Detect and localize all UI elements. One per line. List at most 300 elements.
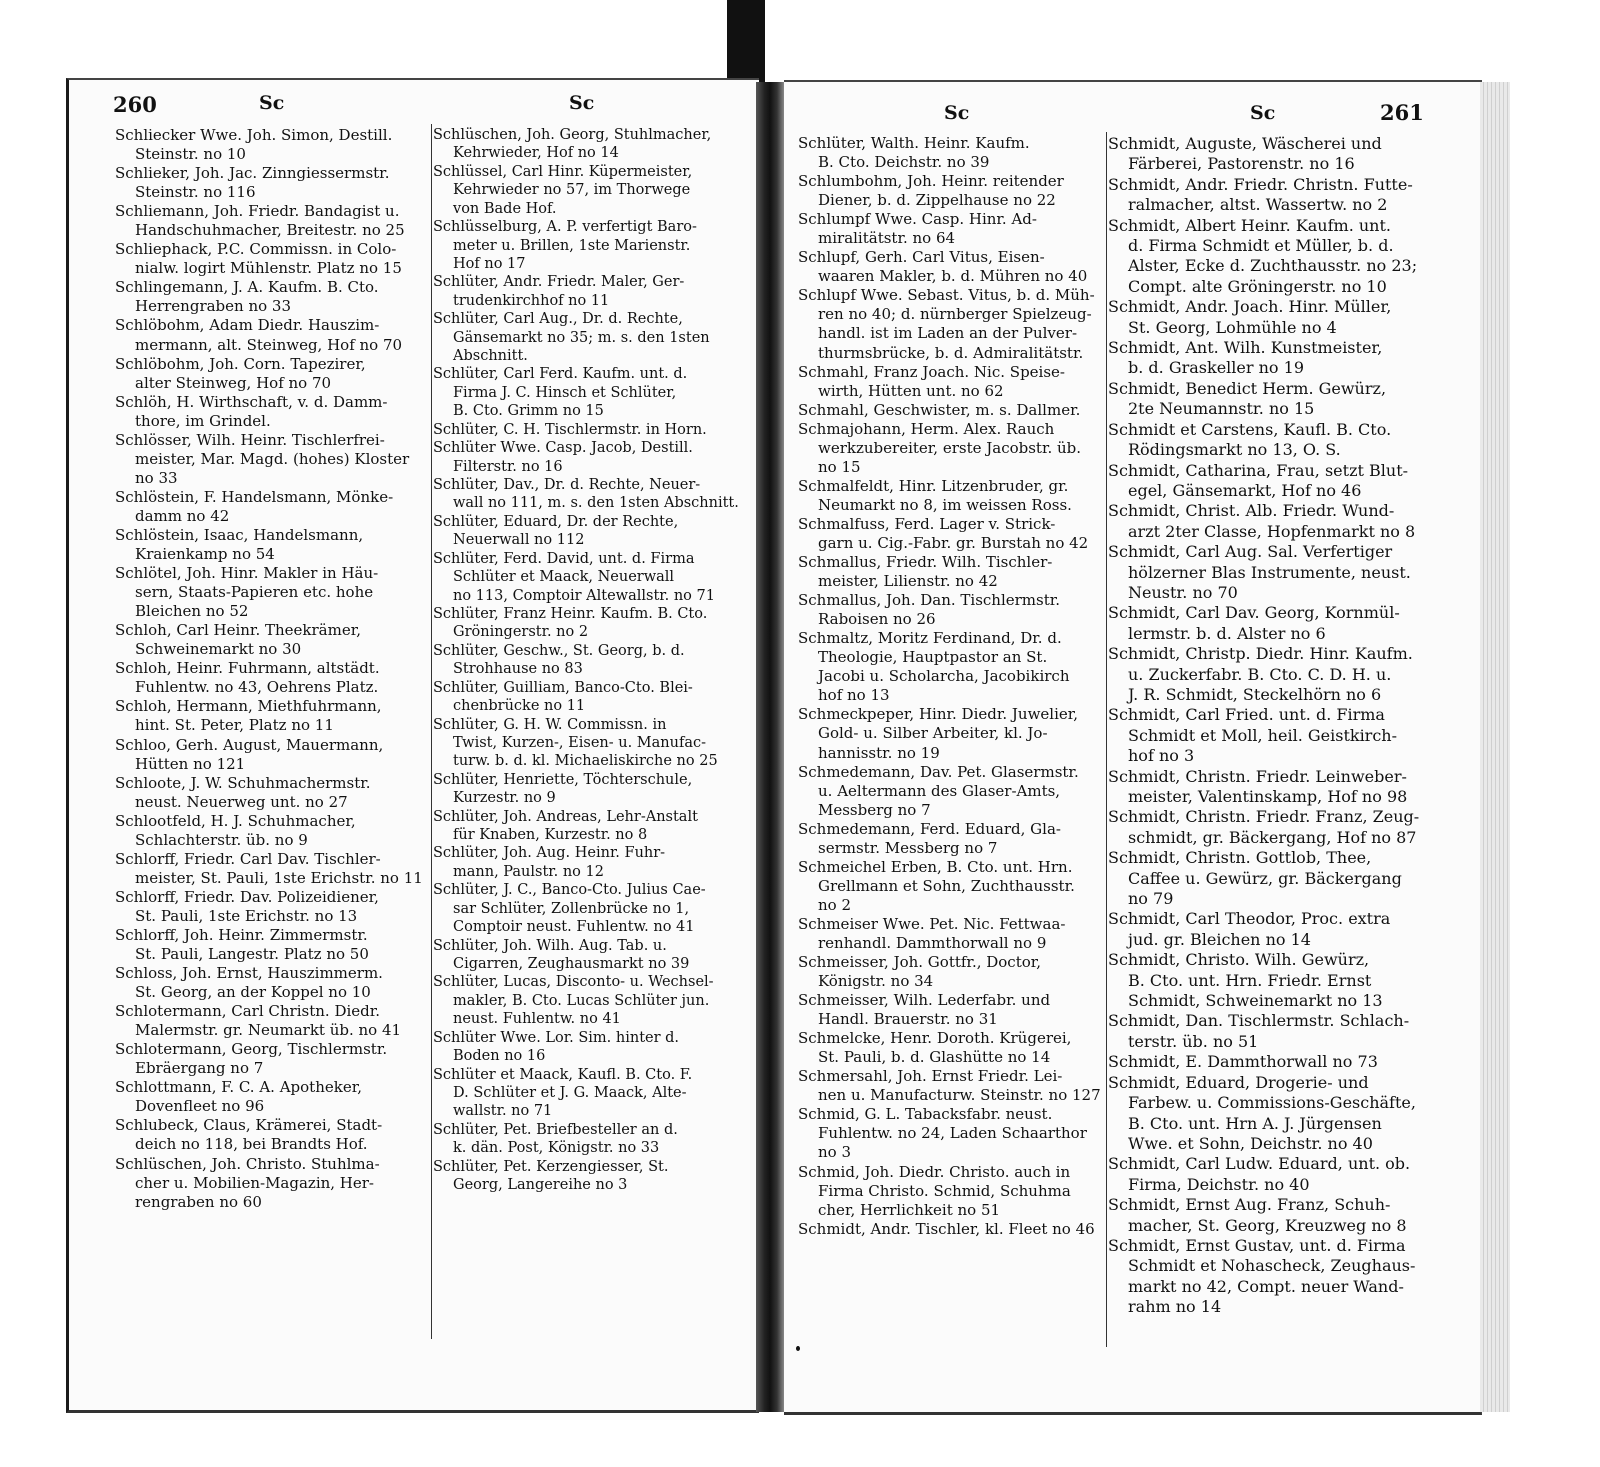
left-page <box>66 78 759 1413</box>
entry-name-line: Schlootfeld, H. J. Schuhmacher, <box>115 811 356 830</box>
entry-name-line: Schmid, Joh. Diedr. Christo. auch in <box>798 1162 1071 1181</box>
entry-name-line: Schlöh, H. Wirthschaft, v. d. Damm- <box>115 392 388 411</box>
directory-entry <box>1108 501 1420 542</box>
directory-entry <box>1108 1236 1420 1318</box>
entry-name-line: Schlüter, Pet. Briefbesteller an d. <box>433 1121 678 1138</box>
entry-continuation-line: Kurzestr. no 9 <box>453 790 556 807</box>
directory-entry <box>433 1158 747 1195</box>
directory-entry <box>433 1029 747 1066</box>
entry-continuation-line: Schlachterstr. üb. no 9 <box>135 830 308 849</box>
entry-continuation-line: Firma J. C. Hinsch et Schlüter, <box>453 384 677 401</box>
entry-name-line: Schlüter, Joh. Wilh. Aug. Tab. u. <box>433 937 667 954</box>
entry-continuation-line: Kraienkamp no 54 <box>135 545 275 564</box>
directory-entry <box>433 1066 747 1121</box>
entry-continuation-line: cher u. Mobilien-Magazin, Her- <box>135 1173 375 1192</box>
entry-continuation-line: waaren Makler, b. d. Mühren no 40 <box>818 267 1088 286</box>
directory-entry <box>1108 297 1420 338</box>
entry-continuation-line: arzt 2ter Classe, Hopfenmarkt no 8 <box>1128 521 1416 541</box>
entry-name-line: Schloo, Gerh. August, Mauermann, <box>115 735 384 754</box>
directory-entry <box>115 431 425 488</box>
entry-continuation-line: Gold- u. Silber Arbeiter, kl. Jo- <box>818 724 1048 743</box>
entry-name-line: Schlüter, Guilliam, Banco-Cto. Blei- <box>433 679 693 696</box>
right-page-column-1 <box>798 134 1104 1239</box>
directory-entry <box>115 126 425 164</box>
entry-name-line: Schmelcke, Henr. Doroth. Krügerei, <box>798 1029 1072 1048</box>
entry-continuation-line: Färberei, Pastorenstr. no 16 <box>1128 154 1355 174</box>
directory-entry <box>433 476 747 513</box>
entry-continuation-line: St. Pauli, b. d. Glashütte no 14 <box>818 1048 1051 1067</box>
directory-entry <box>115 1116 425 1154</box>
entry-name-line: Schlöstein, Isaac, Handelsmann, <box>115 525 364 544</box>
entry-continuation-line: ren no 40; d. nürnberger Spielzeug- <box>818 305 1092 324</box>
directory-entry <box>433 1121 747 1158</box>
entry-continuation-line: Bleichen no 52 <box>135 602 249 621</box>
directory-entry <box>115 526 425 564</box>
entry-continuation-line: Strohhause no 83 <box>453 661 583 678</box>
directory-entry <box>798 1105 1104 1162</box>
entry-continuation-line: Schmidt et Nohascheck, Zeughaus- <box>1128 1256 1416 1276</box>
entry-continuation-line: nialw. logirt Mühlenstr. Platz no 15 <box>135 259 402 278</box>
entry-name-line: Schmidt, Andr. Tischler, kl. Fleet no 46 <box>798 1219 1095 1238</box>
directory-entry <box>115 355 425 393</box>
directory-entry <box>1108 950 1420 1011</box>
directory-entry <box>1108 909 1420 950</box>
entry-name-line: Schmahl, Geschwister, m. s. Dallmer. <box>798 400 1081 419</box>
directory-entry <box>1108 461 1420 502</box>
entry-continuation-line: Kehrwieder no 57, im Thorwege <box>453 182 691 199</box>
directory-entry <box>798 705 1104 762</box>
entry-continuation-line: Malermstr. gr. Neumarkt üb. no 41 <box>135 1021 402 1040</box>
entry-name-line: Schmid, G. L. Tabacksfabr. neust. <box>798 1105 1053 1124</box>
directory-entry <box>798 763 1104 820</box>
entry-continuation-line: neust. Fuhlentw. no 41 <box>453 1011 621 1028</box>
entry-name-line: Schloote, J. W. Schuhmachermstr. <box>115 773 371 792</box>
entry-name-line: Schlösser, Wilh. Heinr. Tischlerfrei- <box>115 430 385 449</box>
entry-continuation-line: neust. Neuerweg unt. no 27 <box>135 792 348 811</box>
entry-name-line: Schliemann, Joh. Friedr. Bandagist u. <box>115 202 400 221</box>
entry-name-line: Schmaltz, Moritz Ferdinand, Dr. d. <box>798 629 1062 648</box>
entry-name-line: Schlorff, Joh. Heinr. Zimmermstr. <box>115 925 368 944</box>
entry-continuation-line: hölzerner Blas Instrumente, neust. <box>1128 562 1411 582</box>
entry-continuation-line: mann, Paulstr. no 12 <box>453 863 604 880</box>
entry-name-line: Schmidt, Benedict Herm. Gewürz, <box>1108 378 1387 398</box>
entry-continuation-line: mermann, alt. Steinweg, Hof no 70 <box>135 335 403 354</box>
entry-name-line: Schlupf, Gerh. Carl Vitus, Eisen- <box>798 248 1045 267</box>
entry-name-line: Schmallus, Friedr. Wilh. Tischler- <box>798 553 1053 572</box>
entry-name-line: Schmersahl, Joh. Ernst Friedr. Lei- <box>798 1067 1063 1086</box>
directory-entry <box>1108 1073 1420 1155</box>
entry-continuation-line: von Bade Hof. <box>453 200 557 217</box>
entry-name-line: Schlüter, Pet. Kerzengiesser, St. <box>433 1158 669 1175</box>
entry-continuation-line: meter u. Brillen, 1ste Marienstr. <box>453 237 691 254</box>
entry-continuation-line: St. Pauli, Langestr. Platz no 50 <box>135 945 369 964</box>
directory-entry <box>798 363 1104 401</box>
entry-continuation-line: Jacobi u. Scholarcha, Jacobikirch <box>818 667 1070 686</box>
entry-continuation-line: Steinstr. no 116 <box>135 183 256 202</box>
entry-continuation-line: Raboisen no 26 <box>818 610 936 629</box>
entry-continuation-line: no 113, Comptoir Altewallstr. no 71 <box>453 587 715 604</box>
entry-continuation-line: Schweinemarkt no 30 <box>135 640 302 659</box>
entry-name-line: Schlüter et Maack, Kaufl. B. Cto. F. <box>433 1066 693 1083</box>
entry-name-line: Schmidt, Christo. Wilh. Gewürz, <box>1108 950 1370 970</box>
entry-continuation-line: Compt. alte Gröningerstr. no 10 <box>1128 276 1387 296</box>
entry-continuation-line: Königstr. no 34 <box>818 972 934 991</box>
entry-name-line: Schlubeck, Claus, Krämerei, Stadt- <box>115 1116 383 1135</box>
entry-continuation-line: alter Steinweg, Hof no 70 <box>135 373 332 392</box>
entry-name-line: Schliephack, P.C. Commissn. in Colo- <box>115 240 397 259</box>
entry-continuation-line: hint. St. Peter, Platz no 11 <box>135 716 334 735</box>
directory-entry <box>433 844 747 881</box>
entry-name-line: Schlöbohm, Joh. Corn. Tapezirer, <box>115 354 366 373</box>
entry-continuation-line: rengraben no 60 <box>135 1192 262 1211</box>
entry-name-line: Schlüter, Eduard, Dr. der Rechte, <box>433 513 679 530</box>
entry-name-line: Schmajohann, Herm. Alex. Rauch <box>798 419 1055 438</box>
directory-entry <box>1108 1052 1420 1072</box>
directory-entry <box>1108 379 1420 420</box>
entry-name-line: Schlüssel, Carl Hinr. Küpermeister, <box>433 163 693 180</box>
entry-name-line: Schlüter, Carl Ferd. Kaufm. unt. d. <box>433 366 688 383</box>
entry-name-line: Schmedemann, Dav. Pet. Glasermstr. <box>798 762 1079 781</box>
entry-continuation-line: Firma, Deichstr. no 40 <box>1128 1174 1310 1194</box>
entry-continuation-line: sar Schlüter, Zollenbrücke no 1, <box>453 900 690 917</box>
entry-continuation-line: Gänsemarkt no 35; m. s. den 1sten <box>453 329 710 346</box>
entry-continuation-line: d. Firma Schmidt et Müller, b. d. <box>1128 236 1394 256</box>
entry-continuation-line: chenbrücke no 11 <box>453 698 586 715</box>
directory-entry <box>433 808 747 845</box>
directory-entry <box>798 515 1104 553</box>
directory-entry <box>1108 603 1420 644</box>
directory-entry <box>1108 807 1420 848</box>
directory-entry <box>1108 420 1420 461</box>
entry-continuation-line: Dovenfleet no 96 <box>135 1097 265 1116</box>
directory-entry <box>115 278 425 316</box>
entry-name-line: Schlorff, Friedr. Dav. Polizeidiener, <box>115 887 379 906</box>
entry-continuation-line: markt no 42, Compt. neuer Wand- <box>1128 1276 1404 1296</box>
directory-entry <box>433 310 747 365</box>
entry-continuation-line: garn u. Cig.-Fabr. gr. Burstah no 42 <box>818 533 1089 552</box>
entry-name-line: Schmidt, E. Dammthorwall no 73 <box>1108 1052 1378 1072</box>
directory-entry <box>798 286 1104 362</box>
directory-entry <box>115 621 425 659</box>
entry-continuation-line: Fuhlentw. no 24, Laden Schaarthor <box>818 1124 1087 1143</box>
entry-continuation-line: meister, Lilienstr. no 42 <box>818 572 998 591</box>
entry-name-line: Schmidt, Christn. Friedr. Leinweber- <box>1108 766 1407 786</box>
directory-entry <box>798 420 1104 477</box>
directory-entry <box>798 553 1104 591</box>
entry-name-line: Schlingemann, J. A. Kaufm. B. Cto. <box>115 278 379 297</box>
entry-name-line: Schlüter, Henriette, Töchterschule, <box>433 771 693 788</box>
entry-name-line: Schlüter Wwe. Lor. Sim. hinter d. <box>433 1029 680 1046</box>
entry-name-line: Schmidt, Carl Dav. Georg, Kornmül- <box>1108 603 1400 623</box>
entry-continuation-line: Filterstr. no 16 <box>453 458 563 475</box>
right-page <box>784 80 1482 1415</box>
entry-continuation-line: Schmidt, Schweinemarkt no 13 <box>1128 991 1383 1011</box>
entry-continuation-line: rahm no 14 <box>1128 1297 1222 1317</box>
right-page-number: 261 <box>1380 100 1424 125</box>
entry-continuation-line: Alster, Ecke d. Zuchthausstr. no 23; <box>1128 256 1418 276</box>
entry-continuation-line: thore, im Grindel. <box>135 411 271 430</box>
entry-continuation-line: sermstr. Messberg no 7 <box>818 838 998 857</box>
entry-continuation-line: hof no 13 <box>818 686 890 705</box>
directory-entry <box>798 820 1104 858</box>
entry-continuation-line: Firma Christo. Schmid, Schuhma <box>818 1181 1071 1200</box>
directory-entry <box>433 513 747 550</box>
directory-entry <box>115 926 425 964</box>
directory-entry <box>115 202 425 240</box>
entry-name-line: Schmidt, Christn. Friedr. Franz, Zeug- <box>1108 807 1420 827</box>
entry-name-line: Schlotermann, Georg, Tischlermstr. <box>115 1040 388 1059</box>
ink-speck <box>796 1346 800 1351</box>
entry-name-line: Schlöstein, F. Handelsmann, Mönke- <box>115 487 394 506</box>
directory-entry <box>115 1155 425 1212</box>
entry-continuation-line: St. Pauli, 1ste Erichstr. no 13 <box>135 906 358 925</box>
entry-continuation-line: Fuhlentw. no 43, Oehrens Platz. <box>135 678 379 697</box>
entry-continuation-line: sern, Staats-Papieren etc. hohe <box>135 583 374 602</box>
entry-continuation-line: wirth, Hütten unt. no 62 <box>818 381 1004 400</box>
entry-name-line: Schlottmann, F. C. A. Apotheker, <box>115 1078 362 1097</box>
entry-continuation-line: Steinstr. no 10 <box>135 145 246 164</box>
directory-entry <box>1108 644 1420 705</box>
entry-name-line: Schmidt, Carl Aug. Sal. Verfertiger <box>1108 542 1393 562</box>
entry-name-line: Schmidt, Carl Fried. unt. d. Firma <box>1108 705 1385 725</box>
entry-continuation-line: Boden no 16 <box>453 1048 546 1065</box>
entry-continuation-line: 2te Neumannstr. no 15 <box>1128 399 1315 419</box>
entry-name-line: Schmedemann, Ferd. Eduard, Gla- <box>798 819 1061 838</box>
entry-name-line: Schlüter, Joh. Andreas, Lehr-Anstalt <box>433 808 698 825</box>
entry-continuation-line: deich no 118, bei Brandts Hof. <box>135 1135 368 1154</box>
entry-continuation-line: handl. ist im Laden an der Pulver- <box>818 324 1078 343</box>
directory-entry <box>433 973 747 1028</box>
directory-entry <box>115 812 425 850</box>
entry-continuation-line: ralmacher, altst. Wassertw. no 2 <box>1128 195 1388 215</box>
right-page-header-left: Sc <box>944 102 970 124</box>
entry-continuation-line: k. dän. Post, Königstr. no 33 <box>453 1140 660 1157</box>
entry-name-line: Schmidt, Eduard, Drogerie- und <box>1108 1072 1369 1092</box>
entry-name-line: Schmidt, Andr. Joach. Hinr. Müller, <box>1108 297 1392 317</box>
directory-entry <box>433 642 747 679</box>
entry-continuation-line: lermstr. b. d. Alster no 6 <box>1128 623 1326 643</box>
directory-entry <box>115 736 425 774</box>
entry-continuation-line: Gröningerstr. no 2 <box>453 624 589 641</box>
directory-entry <box>433 365 747 420</box>
entry-continuation-line: u. Aeltermann des Glaser-Amts, <box>818 781 1061 800</box>
entry-continuation-line: macher, St. Georg, Kreuzweg no 8 <box>1128 1215 1407 1235</box>
entry-continuation-line: Twist, Kurzen-, Eisen- u. Manufac- <box>453 734 706 751</box>
scanner-edge-marks <box>0 40 20 1460</box>
directory-entry <box>1108 1154 1420 1195</box>
entry-name-line: Schmidt, Christn. Gottlob, Thee, <box>1108 848 1372 868</box>
directory-entry <box>115 240 425 278</box>
entry-name-line: Schlüter, G. H. W. Commissn. in <box>433 716 667 733</box>
entry-name-line: Schlupf Wwe. Sebast. Vitus, b. d. Müh- <box>798 286 1095 305</box>
entry-name-line: Schlüter, Dav., Dr. d. Rechte, Neuer- <box>433 477 701 494</box>
directory-entry <box>1108 175 1420 216</box>
entry-continuation-line: Ebräergang no 7 <box>135 1059 264 1078</box>
entry-name-line: Schlüter, Andr. Friedr. Maler, Ger- <box>433 274 685 291</box>
entry-continuation-line: trudenkirchhof no 11 <box>453 292 610 309</box>
entry-continuation-line: Neuerwall no 112 <box>453 532 585 549</box>
entry-continuation-line: Schmidt et Moll, heil. Geistkirch- <box>1128 725 1397 745</box>
entry-name-line: Schlüter, Walth. Heinr. Kaufm. <box>798 134 1030 152</box>
entry-continuation-line: u. Zuckerfabr. B. Cto. C. D. H. u. <box>1128 664 1392 684</box>
entry-name-line: Schlüter, Carl Aug., Dr. d. Rechte, <box>433 311 683 328</box>
entry-name-line: Schlotermann, Carl Christn. Diedr. <box>115 1002 381 1021</box>
scanner-edge-strip <box>0 0 22 1467</box>
entry-name-line: Schlötel, Joh. Hinr. Makler in Häu- <box>115 564 379 583</box>
directory-entry <box>798 953 1104 991</box>
entry-name-line: Schmidt, Christ. Alb. Friedr. Wund- <box>1108 501 1395 521</box>
left-page-header-left: Sc <box>259 92 285 114</box>
directory-entry <box>1108 134 1420 175</box>
entry-name-line: Schmeisser, Wilh. Lederfabr. und <box>798 991 1051 1010</box>
directory-entry <box>798 629 1104 705</box>
entry-continuation-line: B. Cto. Grimm no 15 <box>453 403 604 420</box>
entry-name-line: Schmidt, Carl Theodor, Proc. extra <box>1108 909 1391 929</box>
directory-entry <box>798 1029 1104 1067</box>
entry-name-line: Schmahl, Franz Joach. Nic. Speise- <box>798 362 1065 381</box>
directory-entry <box>433 439 747 476</box>
directory-entry <box>798 591 1104 629</box>
entry-continuation-line: schmidt, gr. Bäckergang, Hof no 87 <box>1128 827 1417 847</box>
entry-continuation-line: Neumarkt no 8, im weissen Ross. <box>818 495 1072 514</box>
directory-entry <box>115 1078 425 1116</box>
entry-name-line: Schloh, Heinr. Fuhrmann, altstädt. <box>115 659 380 678</box>
entry-name-line: Schlöbohm, Adam Diedr. Hauszim- <box>115 316 380 335</box>
directory-entry <box>798 1220 1104 1239</box>
entry-name-line: Schmidt, Christp. Diedr. Hinr. Kaufm. <box>1108 644 1413 664</box>
entry-continuation-line: Rödingsmarkt no 13, O. S. <box>1128 440 1341 460</box>
entry-continuation-line: Diener, b. d. Zippelhause no 22 <box>818 191 1056 210</box>
entry-name-line: Schmidt, Ernst Aug. Franz, Schuh- <box>1108 1195 1391 1215</box>
entry-name-line: Schmidt, Andr. Friedr. Christn. Futte- <box>1108 174 1413 194</box>
directory-entry <box>115 1040 425 1078</box>
directory-entry <box>798 915 1104 953</box>
entry-continuation-line: b. d. Graskeller no 19 <box>1128 358 1304 378</box>
directory-entry <box>798 1163 1104 1220</box>
entry-name-line: Schmidt, Carl Ludw. Eduard, unt. ob. <box>1108 1154 1411 1174</box>
entry-continuation-line: Messberg no 7 <box>818 800 931 819</box>
entry-continuation-line: Grellmann et Sohn, Zuchthausstr. <box>818 876 1075 895</box>
entry-continuation-line: hannisstr. no 19 <box>818 743 940 762</box>
entry-continuation-line: Comptoir neust. Fuhlentw. no 41 <box>453 919 695 936</box>
page-stack-edge <box>1480 82 1510 1412</box>
entry-continuation-line: thurmsbrücke, b. d. Admiralitätstr. <box>818 343 1084 362</box>
entry-continuation-line: damm no 42 <box>135 506 230 525</box>
entry-name-line: Schmeisser, Joh. Gottfr., Doctor, <box>798 953 1042 972</box>
directory-entry <box>433 163 747 218</box>
entry-continuation-line: terstr. üb. no 51 <box>1128 1031 1259 1051</box>
entry-name-line: Schmeckpeper, Hinr. Diedr. Juwelier, <box>798 705 1079 724</box>
directory-entry <box>1108 1011 1420 1052</box>
entry-name-line: Schmallus, Joh. Dan. Tischlermstr. <box>798 591 1061 610</box>
entry-name-line: Schloh, Hermann, Miethfuhrmann, <box>115 697 382 716</box>
entry-continuation-line: Caffee u. Gewürz, gr. Bäckergang <box>1128 868 1402 888</box>
entry-name-line: Schlüsselburg, A. P. verfertigt Baro- <box>433 219 697 236</box>
entry-continuation-line: wallstr. no 71 <box>453 1103 553 1120</box>
directory-entry <box>798 1067 1104 1105</box>
entry-name-line: Schloss, Joh. Ernst, Hauszimmerm. <box>115 964 383 983</box>
directory-entry <box>433 679 747 716</box>
entry-name-line: Schmidt, Ant. Wilh. Kunstmeister, <box>1108 338 1383 358</box>
entry-continuation-line: Cigarren, Zeughausmarkt no 39 <box>453 955 690 972</box>
entry-name-line: Schlüter, Lucas, Disconto- u. Wechsel- <box>433 974 714 991</box>
entry-continuation-line: meister, St. Pauli, 1ste Erichstr. no 11 <box>135 868 423 887</box>
directory-entry <box>115 964 425 1002</box>
entry-name-line: Schlumpf Wwe. Casp. Hinr. Ad- <box>798 210 1037 229</box>
directory-entry <box>115 850 425 888</box>
directory-entry <box>115 697 425 735</box>
entry-continuation-line: miralitätstr. no 64 <box>818 229 956 248</box>
entry-name-line: Schlüter, Ferd. David, unt. d. Firma <box>433 550 695 567</box>
entry-name-line: Schlorff, Friedr. Carl Dav. Tischler- <box>115 849 381 868</box>
entry-name-line: Schlumbohm, Joh. Heinr. reitender <box>798 172 1064 191</box>
directory-entry <box>115 659 425 697</box>
entry-continuation-line: Handschuhmacher, Breitestr. no 25 <box>135 221 405 240</box>
entry-continuation-line: werkzubereiter, erste Jacobstr. üb. <box>818 438 1082 457</box>
directory-entry <box>1108 216 1420 298</box>
entry-continuation-line: Neustr. no 70 <box>1128 582 1238 602</box>
left-page-column-2 <box>433 126 747 1194</box>
directory-entry <box>115 774 425 812</box>
directory-entry <box>798 991 1104 1029</box>
left-page-number: 260 <box>113 92 157 117</box>
entry-name-line: Schloh, Carl Heinr. Theekrämer, <box>115 621 362 640</box>
entry-continuation-line: no 3 <box>818 1143 852 1162</box>
entry-continuation-line: St. Georg, Lohmühle no 4 <box>1128 317 1337 337</box>
entry-name-line: Schlüschen, Joh. Christo. Stuhlma- <box>115 1154 380 1173</box>
entry-continuation-line: cher, Herrlichkeit no 51 <box>818 1200 1001 1219</box>
entry-continuation-line: no 79 <box>1128 889 1174 909</box>
entry-continuation-line: hof no 3 <box>1128 746 1195 766</box>
entry-continuation-line: renhandl. Dammthorwall no 9 <box>818 933 1047 952</box>
entry-name-line: Schmeiser Wwe. Pet. Nic. Fettwaa- <box>798 914 1066 933</box>
entry-continuation-line: no 2 <box>818 895 852 914</box>
directory-entry <box>798 477 1104 515</box>
right-page-column-2 <box>1108 134 1420 1318</box>
entry-continuation-line: wall no 111, m. s. den 1sten Abschnitt. <box>453 495 739 512</box>
entry-name-line: Schlüter, Franz Heinr. Kaufm. B. Cto. <box>433 605 708 622</box>
directory-entry <box>433 937 747 974</box>
entry-continuation-line: B. Cto. unt. Hrn A. J. Jürgensen <box>1128 1113 1382 1133</box>
directory-entry <box>798 858 1104 915</box>
entry-continuation-line: makler, B. Cto. Lucas Schlüter jun. <box>453 992 710 1009</box>
directory-entry <box>798 210 1104 248</box>
directory-entry <box>1108 705 1420 766</box>
directory-entry <box>433 218 747 273</box>
directory-entry <box>1108 848 1420 909</box>
entry-continuation-line: B. Cto. Deichstr. no 39 <box>818 153 990 172</box>
directory-entry <box>1108 338 1420 379</box>
entry-name-line: Schlüschen, Joh. Georg, Stuhlmacher, <box>433 127 712 143</box>
entry-continuation-line: no 33 <box>135 468 178 487</box>
entry-continuation-line: meister, Valentinskamp, Hof no 98 <box>1128 787 1408 806</box>
entry-name-line: Schlüter, J. C., Banco-Cto. Julius Cae- <box>433 882 706 899</box>
entry-continuation-line: Farbew. u. Commissions-Geschäfte, <box>1128 1093 1416 1113</box>
entry-name-line: Schlüter, Joh. Aug. Heinr. Fuhr- <box>433 845 666 862</box>
entry-continuation-line: Handl. Brauerstr. no 31 <box>818 1010 998 1029</box>
directory-entry <box>115 488 425 526</box>
entry-continuation-line: Georg, Langereihe no 3 <box>453 1177 628 1194</box>
entry-continuation-line: egel, Gänsemarkt, Hof no 46 <box>1128 480 1362 500</box>
directory-entry <box>798 248 1104 286</box>
directory-entry <box>115 393 425 431</box>
entry-continuation-line: Wwe. et Sohn, Deichstr. no 40 <box>1128 1133 1373 1153</box>
entry-name-line: Schliecker Wwe. Joh. Simon, Destill. <box>115 126 393 144</box>
entry-name-line: Schlüter, C. H. Tischlermstr. in Horn. <box>433 421 707 438</box>
column-divider <box>431 124 432 1339</box>
entry-name-line: Schmidt, Ernst Gustav, unt. d. Firma <box>1108 1235 1406 1255</box>
entry-name-line: Schmidt et Carstens, Kaufl. B. Cto. <box>1108 419 1392 439</box>
